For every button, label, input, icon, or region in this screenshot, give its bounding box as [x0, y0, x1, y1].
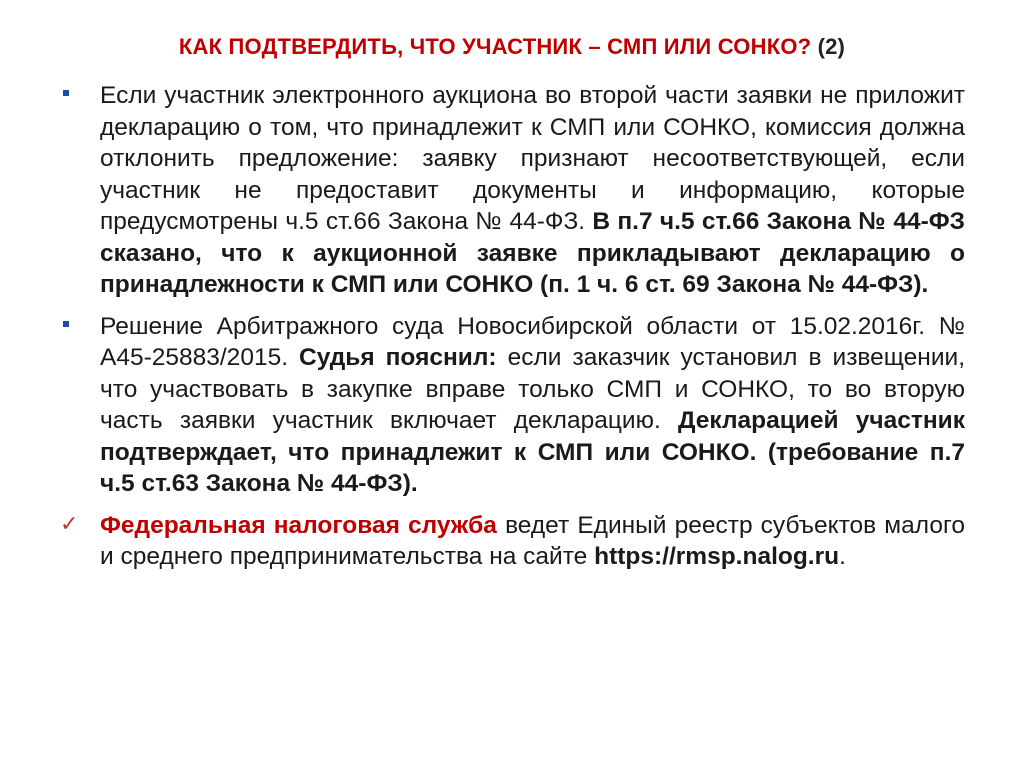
list-item [60, 311, 965, 500]
item-3-highlight: Федеральная налоговая служба [100, 511, 497, 539]
list-item [60, 80, 965, 301]
registry-link[interactable]: https://rmsp.nalog.ru [594, 543, 840, 570]
item-2-bold-lead: Судья пояснил: [299, 344, 497, 371]
slide-title-suffix: (2) [817, 34, 846, 59]
item-2-text-continued: если заказчик установил в извещении, что участвовать в закупке вправе только СМП и СОНКО, то во вторую часть заявки участник включает декларацию. [100, 344, 966, 434]
item-3-period: . [839, 543, 846, 570]
item-3-text: ведет Единый реестр субъектов малого и среднего предпринимательства на сайте [100, 511, 965, 570]
square-bullet-icon [60, 80, 80, 111]
slide-title [0, 34, 1024, 60]
checkmark-icon: ✓ [60, 510, 79, 536]
item-1-bold-text: В п.7 ч.5 ст.66 Закона № 44-ФЗ сказано, что к аукционной заявке прикладывают декларацию о принадлежности к СМП или СОНКО (п. 1 ч. 6 ст. 69 Закона № 44-ФЗ). [100, 208, 965, 298]
bullet-list [60, 80, 965, 573]
square-bullet-icon [60, 311, 80, 342]
item-1-text: Если участник электронного аукциона во второй части заявки не приложит декларацию о том, что принадлежит к СМП или СОНКО, комиссия должна отклонить предложение: заявку признают несоответствующей, если участник не предоставит документы и информацию, которые предусмотрены ч.5 ст.66 Закона № 44-ФЗ. [100, 82, 965, 235]
list-item [60, 510, 965, 573]
item-2-bold-text: Декларацией участник подтверждает, что принадлежит к СМП или СОНКО. (требование п.7 ч.5 ст.63 Закона № 44-ФЗ). [100, 407, 965, 497]
item-2-text: Решение Арбитражного суда Новосибирской области от 15.02.2016г. № А45-25883/2015. [100, 312, 965, 371]
slide-title-main: КАК ПОДТВЕРДИТЬ, ЧТО УЧАСТНИК – СМП ИЛИ СОНКО? [178, 34, 812, 59]
